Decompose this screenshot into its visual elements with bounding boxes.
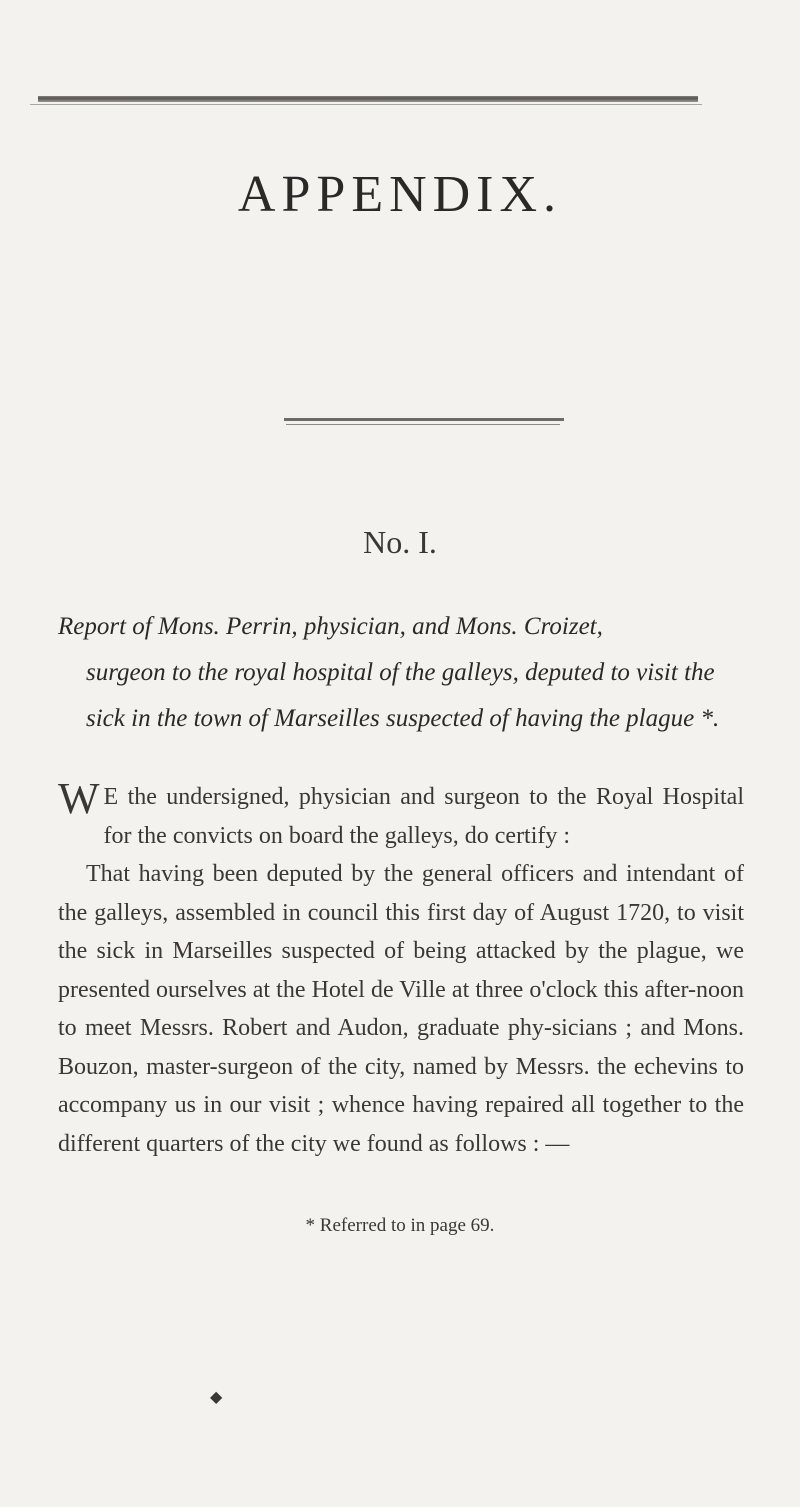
footnote: * Referred to in page 69. <box>305 1215 495 1236</box>
top-rule-thin <box>30 104 702 105</box>
report-heading-rest: surgeon to the royal hospital of the galleys, deputed to visit the sick in the town of Marseilles suspected of having the plague *. <box>86 659 720 732</box>
report-body <box>58 774 744 1163</box>
report-heading <box>58 604 738 742</box>
page-title: APPENDIX. <box>237 166 563 223</box>
paragraph-2: That having been deputed by the general officers and intendant of the galleys, assembled in council this first day of August 1720, to visit the sick in Marseilles suspected of being attacked by the plague, we presented ourselves at the Hotel de Ville at three o'clock this after-noon to meet Messrs. Robert and Audon, graduate phy-sicians ; and Mons. Bouzon, master-surgeon of the city, named by Messrs. the echevins to accompany us in our visit ; whence having repaired all together to the different quarters of the city we found as follows : — <box>58 861 744 1157</box>
section-divider-thin <box>286 424 560 425</box>
paragraph-1 <box>58 774 744 855</box>
paragraph-1-text: E the undersigned, physician and surgeon to the Royal Hospital for the convicts on board the galleys, do certify : <box>103 784 744 849</box>
top-rule <box>38 96 698 102</box>
section-divider <box>284 418 564 421</box>
report-heading-line1: Report of Mons. Perrin, physician, and Mons. Croizet, <box>58 613 603 640</box>
section-number: No. I. <box>363 524 437 560</box>
drop-cap: W <box>58 774 100 823</box>
ornament-mark: ◆ <box>210 1389 223 1406</box>
